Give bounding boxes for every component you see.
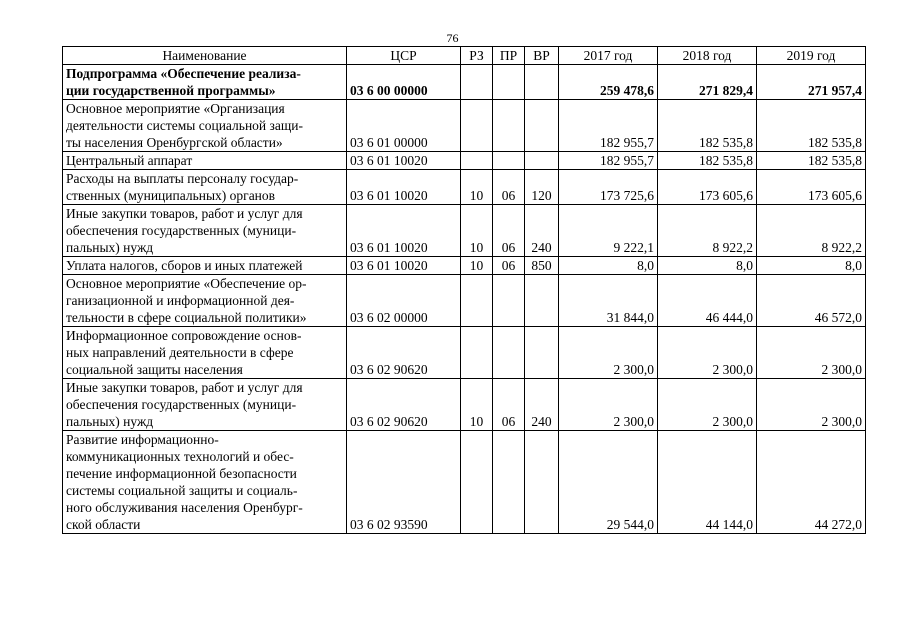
cell-2019: 46 572,0: [757, 275, 866, 327]
cell-2018: 182 535,8: [658, 100, 757, 152]
cell-name: Основное мероприятие «Обеспечение ор- ганизационной и информационной дея- тельности в сфере социальной политики»: [63, 275, 347, 327]
cell-rz: 10: [461, 205, 493, 257]
cell-2018: 44 144,0: [658, 431, 757, 534]
cell-vr: 240: [525, 205, 559, 257]
column-header: ВР: [525, 47, 559, 65]
cell-csr: 03 6 02 90620: [347, 327, 461, 379]
cell-2018: 8,0: [658, 257, 757, 275]
column-header: ЦСР: [347, 47, 461, 65]
cell-csr: 03 6 01 00000: [347, 100, 461, 152]
cell-csr: 03 6 01 10020: [347, 205, 461, 257]
cell-pr: 06: [493, 257, 525, 275]
table-row: [63, 431, 866, 534]
cell-rz: [461, 152, 493, 170]
table-row: [63, 152, 866, 170]
cell-name: Иные закупки товаров, работ и услуг для обеспечения государственных (муници- пальных) нужд: [63, 205, 347, 257]
budget-table: [62, 46, 866, 534]
cell-2019: 2 300,0: [757, 379, 866, 431]
cell-vr: [525, 65, 559, 100]
cell-rz: [461, 100, 493, 152]
cell-2017: 182 955,7: [559, 152, 658, 170]
cell-vr: 850: [525, 257, 559, 275]
cell-2019: 271 957,4: [757, 65, 866, 100]
column-header: 2019 год: [757, 47, 866, 65]
table-row: [63, 100, 866, 152]
column-header: Наименование: [63, 47, 347, 65]
cell-2018: 182 535,8: [658, 152, 757, 170]
cell-vr: 240: [525, 379, 559, 431]
cell-2018: 2 300,0: [658, 327, 757, 379]
cell-pr: [493, 65, 525, 100]
table-row: [63, 275, 866, 327]
table-row: [63, 65, 866, 100]
cell-vr: 120: [525, 170, 559, 205]
cell-csr: 03 6 01 10020: [347, 170, 461, 205]
cell-2018: 8 922,2: [658, 205, 757, 257]
cell-name: Развитие информационно- коммуникационных технологий и обес- печение информационной безопасности системы социальной защиты и социаль- ного обслуживания населения Оренбург- ской области: [63, 431, 347, 534]
table-row: [63, 205, 866, 257]
cell-rz: [461, 275, 493, 327]
cell-pr: [493, 431, 525, 534]
column-header: РЗ: [461, 47, 493, 65]
cell-2017: 29 544,0: [559, 431, 658, 534]
cell-2019: 8 922,2: [757, 205, 866, 257]
cell-pr: 06: [493, 170, 525, 205]
cell-2017: 2 300,0: [559, 379, 658, 431]
cell-vr: [525, 152, 559, 170]
cell-2017: 2 300,0: [559, 327, 658, 379]
cell-2018: 173 605,6: [658, 170, 757, 205]
table-row: [63, 379, 866, 431]
cell-name: Иные закупки товаров, работ и услуг для обеспечения государственных (муници- пальных) нужд: [63, 379, 347, 431]
cell-name: Уплата налогов, сборов и иных платежей: [63, 257, 347, 275]
cell-rz: [461, 431, 493, 534]
cell-csr: 03 6 02 90620: [347, 379, 461, 431]
column-header: 2018 год: [658, 47, 757, 65]
cell-2018: 2 300,0: [658, 379, 757, 431]
cell-pr: [493, 100, 525, 152]
cell-rz: 10: [461, 170, 493, 205]
cell-2019: 44 272,0: [757, 431, 866, 534]
cell-rz: [461, 327, 493, 379]
cell-csr: 03 6 00 00000: [347, 65, 461, 100]
cell-2017: 8,0: [559, 257, 658, 275]
cell-2019: 8,0: [757, 257, 866, 275]
table-row: [63, 327, 866, 379]
page-number: 76: [446, 31, 459, 45]
cell-name: Информационное сопровождение основ- ных направлений деятельности в сфере социальной защиты населения: [63, 327, 347, 379]
cell-2019: 182 535,8: [757, 100, 866, 152]
cell-2018: 271 829,4: [658, 65, 757, 100]
cell-csr: 03 6 01 10020: [347, 257, 461, 275]
cell-csr: 03 6 02 93590: [347, 431, 461, 534]
cell-pr: 06: [493, 205, 525, 257]
cell-pr: [493, 152, 525, 170]
cell-csr: 03 6 01 10020: [347, 152, 461, 170]
cell-name: Расходы на выплаты персоналу государ- ственных (муниципальных) органов: [63, 170, 347, 205]
cell-rz: 10: [461, 379, 493, 431]
cell-pr: [493, 327, 525, 379]
cell-vr: [525, 275, 559, 327]
cell-rz: 10: [461, 257, 493, 275]
cell-name: Основное мероприятие «Организация деятельности системы социальной защи- ты населения Оренбургской области»: [63, 100, 347, 152]
cell-2017: 182 955,7: [559, 100, 658, 152]
column-header: ПР: [493, 47, 525, 65]
cell-2018: 46 444,0: [658, 275, 757, 327]
cell-2019: 2 300,0: [757, 327, 866, 379]
cell-vr: [525, 327, 559, 379]
cell-name: Центральный аппарат: [63, 152, 347, 170]
table-row: [63, 170, 866, 205]
cell-2017: 173 725,6: [559, 170, 658, 205]
cell-2019: 182 535,8: [757, 152, 866, 170]
table-row: [63, 257, 866, 275]
cell-vr: [525, 100, 559, 152]
cell-2017: 259 478,6: [559, 65, 658, 100]
cell-csr: 03 6 02 00000: [347, 275, 461, 327]
cell-2017: 31 844,0: [559, 275, 658, 327]
cell-pr: [493, 275, 525, 327]
cell-vr: [525, 431, 559, 534]
column-header: 2017 год: [559, 47, 658, 65]
table-header-row: [63, 47, 866, 65]
cell-name: Подпрограмма «Обеспечение реализа- ции государственной программы»: [63, 65, 347, 100]
cell-rz: [461, 65, 493, 100]
cell-2017: 9 222,1: [559, 205, 658, 257]
cell-2019: 173 605,6: [757, 170, 866, 205]
cell-pr: 06: [493, 379, 525, 431]
